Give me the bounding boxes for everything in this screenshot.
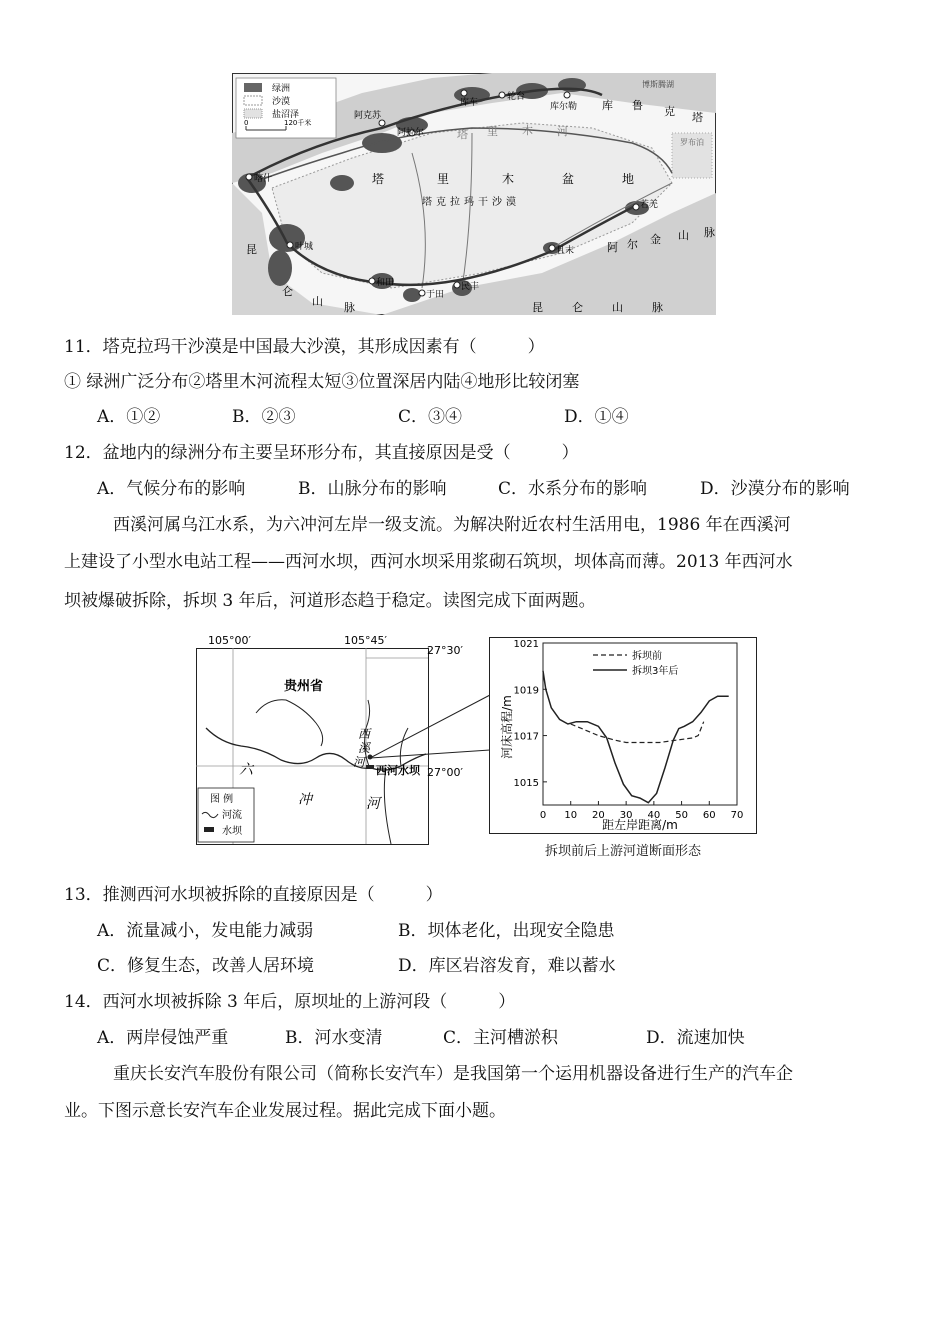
legend-salt-marsh-label: 盐沼泽: [272, 110, 300, 120]
x-tick-label: 40: [647, 810, 661, 821]
city-yecheng: 叶城: [295, 242, 314, 252]
city-kuqa: 库车: [460, 98, 479, 108]
basin-char: 里: [437, 172, 450, 186]
basin-char: 盆: [562, 172, 575, 186]
x-tick-label: 50: [675, 810, 688, 821]
city-yutian: 于田: [426, 290, 445, 300]
q12-option-b[interactable]: B．山脉分布的影响: [298, 479, 447, 499]
x-tick-label: 0: [539, 810, 547, 821]
mtn-char: 山: [612, 301, 623, 314]
passage1-line3: 坝被爆破拆除，拆坝 3 年后，河道形态趋于稳定。读图完成下面两题。: [64, 591, 596, 611]
lake-bosten: 博斯腾湖: [642, 80, 674, 89]
mtn-char: 库: [602, 99, 613, 112]
xixi-char: 西: [358, 727, 371, 741]
cross-section-svg: [489, 637, 757, 835]
liuchong-char: 河: [366, 796, 380, 812]
scale-zero: 0: [244, 119, 249, 127]
passage1-line1: 西溪河属乌江水系，为六冲河左岸一级支流。为解决附近农村生活用电，1986 年在西溪河: [113, 515, 791, 535]
city-minfeng: 民丰: [461, 282, 480, 292]
desert-label: 塔克拉玛干沙漠: [422, 197, 520, 208]
river-char: 河: [557, 125, 568, 138]
mtn-char: 脉: [652, 301, 663, 314]
mtn-char: 昆: [532, 301, 543, 314]
mtn-char: 鲁: [632, 99, 643, 112]
mtn-char: 仑: [282, 285, 293, 298]
q14-option-d[interactable]: D．流速加快: [646, 1028, 745, 1048]
chart-caption: 拆坝前后上游河道断面形态: [544, 844, 701, 859]
x-tick-label: 30: [619, 810, 633, 821]
legend-oasis-label: 绿洲: [272, 84, 291, 94]
q14-option-a[interactable]: A．两岸侵蚀严重: [97, 1028, 229, 1048]
mtn-char: 山: [312, 295, 323, 308]
province-label: 贵州省: [284, 679, 324, 694]
passage2-line2: 业。下图示意长安汽车企业发展过程。据此完成下面小题。: [64, 1101, 506, 1121]
basin-char: 地: [622, 172, 635, 186]
river-char: 塔: [457, 128, 468, 141]
x-tick-label: 20: [592, 810, 605, 821]
y-tick-label: 1015: [513, 777, 539, 789]
city-aral: 阿拉尔: [397, 128, 425, 138]
connector-lines: [360, 690, 500, 770]
scale-value: 120千米: [284, 119, 312, 127]
legend-desert-label: 沙漠: [272, 97, 291, 107]
city-aksu: 阿克苏: [354, 111, 382, 121]
x-tick-label: 10: [564, 810, 578, 821]
city-qiemo: 且末: [556, 246, 575, 256]
legend-before-label: 拆坝前: [632, 651, 662, 662]
q14-option-c[interactable]: C．主河槽淤积: [443, 1028, 559, 1048]
lake-lopnur: 罗布泊: [680, 138, 704, 147]
basin-char: 木: [502, 172, 515, 186]
city-korla: 库尔勒: [550, 102, 578, 112]
lat-27-00: 27°00′: [427, 766, 463, 779]
lon-105-00: 105°00′: [208, 634, 251, 647]
x-axis-label: 距左岸距离/m: [602, 818, 678, 832]
q11-option-a[interactable]: A．①②: [97, 407, 161, 427]
xixi-char: 溪: [358, 741, 371, 755]
q11-option-b[interactable]: B．②③: [232, 407, 296, 427]
q12-stem: 12．盆地内的绿洲分布主要呈环形分布，其直接原因是受（ ）: [64, 443, 579, 463]
cross-section-chart: [489, 637, 757, 835]
tarim-map-svg: [232, 73, 716, 315]
city-kashgar: 喀什: [254, 174, 273, 184]
dam-label: 西河水坝: [376, 764, 420, 777]
mtn-char: 尔: [627, 238, 638, 251]
river-char: 木: [522, 124, 533, 137]
legend-river-label: 河流: [222, 810, 242, 821]
q11-option-c[interactable]: C．③④: [398, 407, 463, 427]
liuchong-char: 冲: [298, 792, 312, 808]
q12-option-d[interactable]: D．沙漠分布的影响: [700, 479, 850, 499]
liuchong-char: 六: [239, 762, 253, 778]
q12-option-c[interactable]: C．水系分布的影响: [498, 479, 648, 499]
mtn-char: 脉: [344, 301, 355, 314]
x-tick-label: 70: [730, 810, 744, 821]
river-char: 里: [487, 125, 498, 138]
y-axis-label: 河床高程/m: [500, 695, 514, 759]
q11-option-d[interactable]: D．①④: [564, 407, 629, 427]
y-tick-label: 1017: [513, 731, 539, 743]
q13-stem: 13．推测西河水坝被拆除的直接原因是（ ）: [64, 885, 443, 905]
q13-option-a[interactable]: A．流量减小，发电能力减弱: [97, 921, 314, 941]
mtn-char: 塔: [692, 111, 703, 124]
mtn-char: 山: [678, 229, 689, 242]
city-luntai: 轮台: [507, 92, 526, 102]
basin-char: 塔: [372, 172, 385, 186]
q13-option-c[interactable]: C．修复生态，改善人居环境: [97, 956, 315, 976]
q14-option-b[interactable]: B．河水变清: [285, 1028, 383, 1048]
q13-option-d[interactable]: D．库区岩溶发育，难以蓄水: [398, 956, 616, 976]
mtn-char: 脉: [704, 226, 715, 239]
mtn-char: 仑: [572, 301, 583, 314]
q14-stem: 14．西河水坝被拆除 3 年后，原坝址的上游河段（ ）: [64, 992, 516, 1012]
mtn-char: 克: [664, 105, 675, 118]
tarim-basin-map: [232, 73, 716, 315]
y-tick-label: 1021: [513, 639, 539, 650]
q13-option-b[interactable]: B．坝体老化，出现安全隐患: [398, 921, 615, 941]
lon-105-45: 105°45′: [344, 634, 387, 647]
mtn-char: 昆: [246, 243, 257, 256]
q12-option-a[interactable]: A．气候分布的影响: [97, 479, 246, 499]
q11-factors: ① 绿洲广泛分布②塔里木河流程太短③位置深居内陆④地形比较闭塞: [64, 372, 580, 392]
y-tick-label: 1019: [513, 685, 539, 697]
mtn-char: 阿: [607, 241, 618, 254]
mtn-char: 金: [650, 233, 661, 246]
legend-title: 图 例: [210, 794, 234, 805]
city-ruoqiang: 若羌: [640, 200, 659, 210]
xixi-char: 河: [353, 755, 366, 769]
lat-27-30: 27°30′: [427, 644, 463, 657]
legend-after-label: 拆坝3年后: [632, 666, 679, 677]
q11-stem: 11．塔克拉玛干沙漠是中国最大沙漠，其形成因素有（ ）: [64, 337, 545, 357]
passage1-line2: 上建设了小型水电站工程——西河水坝，西河水坝采用浆砌石筑坝，坝体高而薄。2013 年西河水: [64, 552, 793, 572]
legend-dam-label: 水坝: [222, 826, 242, 837]
passage2-line1: 重庆长安汽车股份有限公司（简称长安汽车）是我国第一个运用机器设备进行生产的汽车企: [113, 1064, 793, 1084]
x-tick-label: 60: [702, 810, 716, 821]
city-hotan: 和田: [376, 278, 395, 288]
